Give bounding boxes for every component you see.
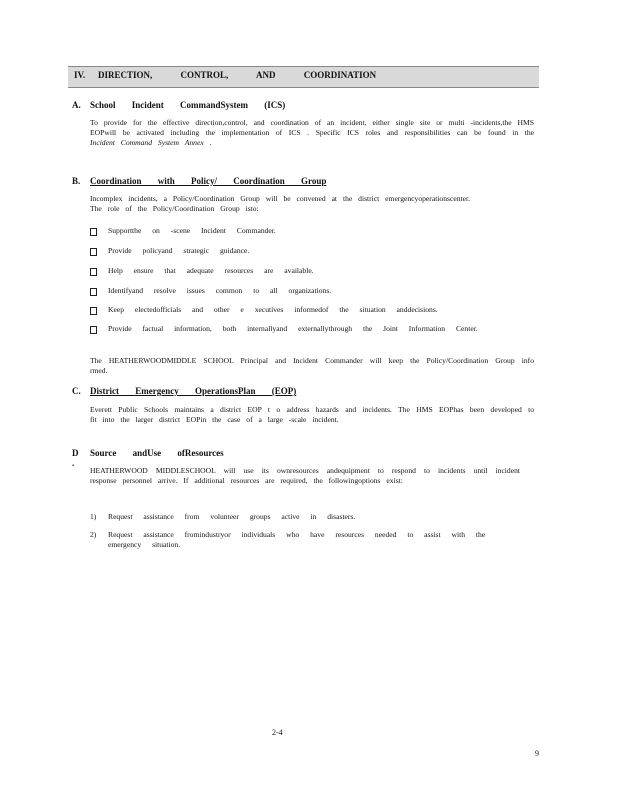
checkbox-icon <box>90 307 97 315</box>
heading-c-letter: C. <box>72 386 81 396</box>
paragraph-a-end: . <box>203 138 212 147</box>
page-number: 9 <box>535 749 539 758</box>
heading-d-letter: D . <box>72 448 79 468</box>
paragraph-a-italic: Incident Command System Annex <box>90 138 204 147</box>
heading-a-title: School Incident CommandSystem (ICS) <box>90 100 286 110</box>
heading-a-letter: A. <box>72 100 81 110</box>
paragraph-a <box>90 118 534 148</box>
checkbox-icon <box>90 326 97 334</box>
paragraph-a-text: To provide for the effective direction,control, and coordination of an incident, either single site or multi -incidents,the HMS EOPwill be activated including the implementation of ICS . Specific ICS roles and responsibilities can be found in the <box>90 118 534 137</box>
section-number: IV. <box>74 70 86 80</box>
checkbox-icon <box>90 268 97 276</box>
item-number: 2) <box>90 530 97 539</box>
checkbox-icon <box>90 288 97 296</box>
bullet-text: Help ensure that adequate resources are available. <box>108 266 314 275</box>
heading-c-title: District Emergency OperationsPlan (EOP) <box>90 386 297 396</box>
paragraph-c: Everett Public Schools maintains a district EOP t o address hazards and incidents. The HMS EOPhas been developed to fit into the larger district EOPin the case of a large -scale incident. <box>90 405 534 424</box>
section-header-bar <box>68 66 539 88</box>
bullet-text: Supportthe on -scene Incident Commander. <box>108 226 276 235</box>
paragraph-b: Incomplex incidents, a Policy/Coordination Group will be convened at the district emergencyoperationscenter. The role of the Policy/Coordination Group isto: <box>90 194 470 213</box>
bullet-text: Provide factual information, both internallyand externallythrough the Joint Information Center. <box>108 324 478 333</box>
section-title: DIRECTION, CONTROL, AND COORDINATION <box>98 70 377 80</box>
item-number: 1) <box>90 512 97 521</box>
bullet-text: Identifyand resolve issues common to all organizations. <box>108 286 332 295</box>
page-footer: 2-4 <box>272 728 283 737</box>
item-text: Request assistance fromindustryor individuals who have resources needed to assist with the emergency situation. <box>108 530 486 549</box>
checkbox-icon <box>90 248 97 256</box>
heading-b-letter: B. <box>72 176 81 186</box>
bullet-text: Provide policyand strategic guidance. <box>108 246 250 255</box>
heading-b-title: Coordination with Policy/ Coordination Group <box>90 176 327 186</box>
paragraph-b-closing: The HEATHERWOODMIDDLE SCHOOL Principal and Incident Commander will keep the Policy/Coordination Group info rmed. <box>90 356 534 375</box>
paragraph-d: HEATHERWOOD MIDDLESCHOOL will use its ownresources andequipment to respond to incidents until incident response personnel arrive. If additional resources are required, the followingoptions exist: <box>90 466 520 485</box>
bullet-text: Keep electedofficials and other e xecutives informedof the situation anddecisions. <box>108 305 438 314</box>
checkbox-icon <box>90 228 97 236</box>
item-text: Request assistance from volunteer groups active in disasters. <box>108 512 356 521</box>
heading-d-title: Source andUse ofResources <box>90 448 224 458</box>
